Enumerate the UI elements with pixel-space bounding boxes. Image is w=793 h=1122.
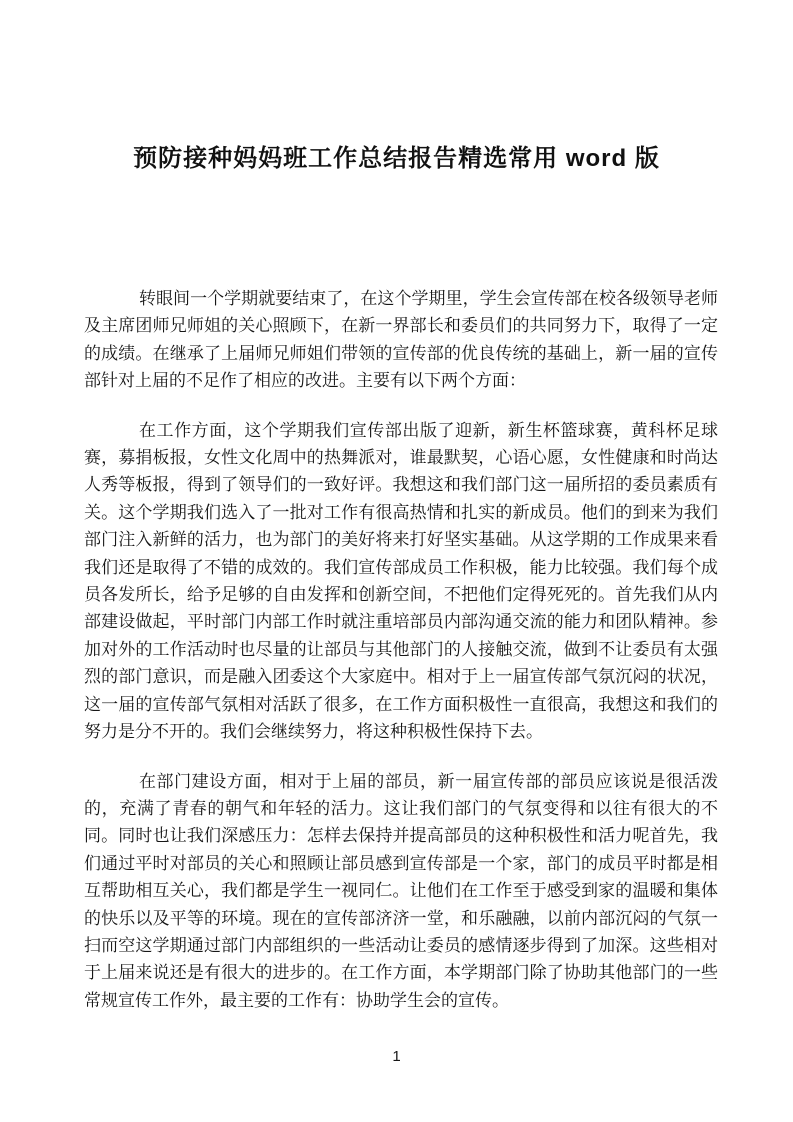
document-title: 预防接种妈妈班工作总结报告精选常用 word 版 (133, 145, 660, 172)
page-number: 1 (392, 1048, 401, 1065)
document-body (84, 285, 718, 1036)
paragraph: 在工作方面，这个学期我们宣传部出版了迎新，新生杯篮球赛，黄科杯足球赛，募捐板报，女性文化周中的热舞派对，谁最默契，心语心愿，女性健康和时尚达人秀等板报，得到了领导们的一致好评。我想这和我们部门这一届所招的委员素质有关。这个学期我们选入了一批对工作有很高热情和扎实的新成员。他们的到来为我们部门注入新鲜的活力，也为部门的美好将来打好坚实基础。从这学期的工作成果来看我们还是取得了不错的成效的。我们宣传部成员工作积极，能力比较强。我们每个成员各发所长，给予足够的自由发挥和创新空间，不把他们定得死死的。首先我们从内部建设做起，平时部门内部工作时就注重培部员内部沟通交流的能力和团队精神。参加对外的工作活动时也尽量的让部员与其他部门的人接触交流，做到不让委员有太强烈的部门意识，而是融入团委这个大家庭中。相对于上一届宣传部气氛沉闷的状况，这一届的宣传部气氛相对活跃了很多，在工作方面积极性一直很高，我想这和我们的努力是分不开的。我们会继续努力，将这种积极性保持下去。 (84, 420, 718, 742)
paragraph: 转眼间一个学期就要结束了，在这个学期里，学生会宣传部在校各级领导老师及主席团师兄师姐的关心照顾下，在新一界部长和委员们的共同努力下，取得了一定的成绩。在继承了上届师兄师姐们带领的宣传部的优良传统的基础上，新一届的宣传部针对上届的不足作了相应的改进。主要有以下两个方面： (84, 289, 718, 391)
paragraph: 在部门建设方面，相对于上届的部员，新一届宣传部的部员应该说是很活泼的，充满了青春的朝气和年轻的活力。这让我们部门的气氛变得和以往有很大的不同。同时也让我们深感压力：怎样去保持并提高部员的这种积极性和活力呢首先，我们通过平时对部员的关心和照顾让部员感到宣传部是一个家，部门的成员平时都是相互帮助相互关心，我们都是学生一视同仁。让他们在工作至于感受到家的温暖和集体的快乐以及平等的环境。现在的宣传部济济一堂，和乐融融，以前内部沉闷的气氛一扫而空这学期通过部门内部组织的一些活动让委员的感情逐步得到了加深。这些相对于上届来说还是有很大的进步的。在工作方面，本学期部门除了协助其他部门的一些常规宣传工作外，最主要的工作有：协助学生会的宣传。 (84, 771, 718, 1010)
